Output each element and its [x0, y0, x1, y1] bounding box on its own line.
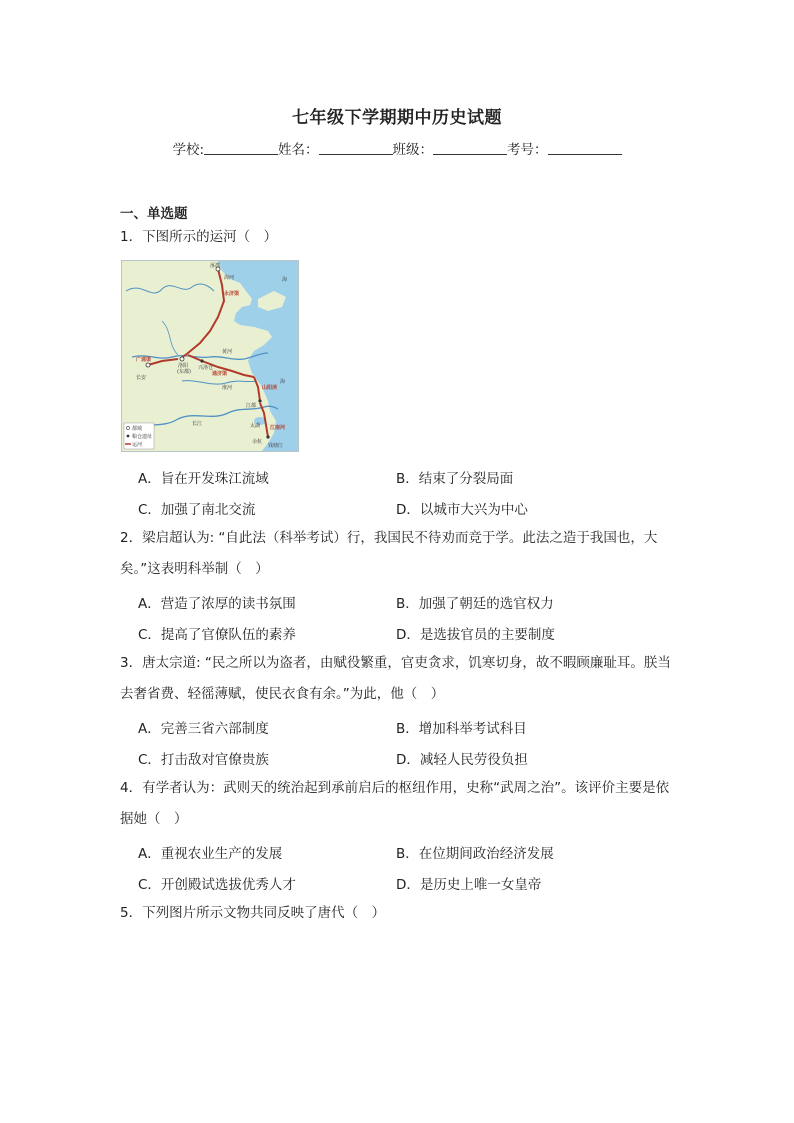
sea-label-east: 海: [280, 379, 286, 385]
haihe-label: 海河: [224, 275, 235, 281]
class-field: [393, 138, 508, 158]
legend-granary-symbol: [127, 435, 130, 438]
question-1-stem: 1．下图所示的运河（ ）: [120, 229, 278, 245]
xingluocang-label: 兴洛仓: [198, 365, 214, 371]
question-3-option-c[interactable]: C．打击敌对官僚贵族: [138, 752, 269, 768]
sea-label-north: 海: [282, 277, 288, 283]
luoyang-label: 洛阳: [178, 363, 189, 369]
yuhang-label: 余杭: [252, 439, 263, 445]
question-3-option-a[interactable]: A．完善三省六部制度: [138, 721, 269, 737]
huanghe-label: 黄河: [222, 349, 233, 355]
legend-capital-symbol: [126, 426, 129, 429]
question-2-option-d[interactable]: D．是选拔官员的主要制度: [396, 627, 555, 643]
luoyang-sub-label: (东都): [177, 369, 191, 375]
changan-label: 长安: [136, 375, 147, 381]
question-4-option-d[interactable]: D．是历史上唯一女皇帝: [396, 877, 542, 893]
qiantang-label: 钱塘江: [268, 443, 284, 449]
school-label: 学校:: [172, 142, 205, 158]
page-title: 七年级下学期期中历史试题: [292, 108, 502, 128]
taihu-label: 太湖: [250, 423, 261, 429]
yuhang-marker: [266, 435, 269, 438]
question-5-stem: 5．下列图片所示文物共同反映了唐代（ ）: [120, 905, 386, 921]
class-blank[interactable]: [433, 141, 507, 155]
changjiang-label: 长江: [192, 421, 203, 427]
question-1-option-a[interactable]: A．旨在开发珠江流域: [138, 471, 269, 487]
name-field: [278, 138, 393, 158]
luoyang-marker: [180, 357, 184, 361]
student-info-row: [0, 138, 794, 158]
jiangnan-canal-label: 江南河: [270, 425, 286, 431]
question-3-option-d[interactable]: D．减轻人民劳役负担: [396, 752, 528, 768]
tongji-canal-label: 通济渠: [212, 371, 228, 377]
question-1-option-d[interactable]: D．以城市大兴为中心: [396, 502, 528, 518]
shanyang-canal-label: 山阳渎: [262, 385, 278, 391]
class-label: 班级：: [392, 142, 434, 158]
question-2-option-a[interactable]: A．营造了浓厚的读书氛围: [138, 596, 296, 612]
guangtong-label: 广通渠: [136, 357, 152, 363]
exam-number-blank[interactable]: [548, 141, 622, 155]
grand-canal-map: [121, 260, 299, 452]
legend-canal-label: 运河: [132, 442, 143, 448]
question-4-option-c[interactable]: C．开创殿试选拔优秀人才: [138, 877, 296, 893]
huaihe-label: 淮河: [222, 385, 233, 391]
name-blank[interactable]: [319, 141, 393, 155]
xingluocang-marker: [200, 359, 203, 362]
school-blank[interactable]: [204, 141, 278, 155]
question-2-stem: 2．梁启超认为: “自此法（科举考试）行，我国民不待劝而竞于学。此法之造于我国也，大矣。”这表明科举制（ ）: [120, 530, 658, 577]
question-1-option-c[interactable]: C．加强了南北交流: [138, 502, 256, 518]
yongji-canal-label: 永济渠: [224, 291, 240, 297]
section-title: 一、单选题: [120, 206, 188, 222]
grand-canal-map-svg: [122, 261, 298, 451]
jiangdu-label: 江都: [246, 403, 257, 409]
legend-capital-label: 都城: [132, 426, 143, 432]
question-1-option-b[interactable]: B．结束了分裂局面: [396, 471, 514, 487]
changan-marker: [146, 363, 150, 367]
name-label: 姓名：: [278, 142, 319, 158]
jiangdu-marker: [258, 399, 261, 402]
question-4-stem: 4．有学者认为：武则天的统治起到承前启后的枢纽作用，史称“武周之治”。该评价主要是依据她（ ）: [120, 780, 670, 827]
question-3-stem: 3．唐太宗道: “民之所以为盗者，由赋役繁重，官吏贪求，饥寒切身，故不暇顾廉耻耳。朕当去奢省费、轻徭薄赋，使民衣食有余。”为此，他（ ）: [120, 655, 671, 702]
question-2-option-b[interactable]: B．加强了朝廷的选官权力: [396, 596, 554, 612]
question-4-option-b[interactable]: B．在位期间政治经济发展: [396, 846, 554, 862]
legend-granary-label: 粮仓遗址: [132, 434, 153, 440]
school-field: [172, 138, 278, 158]
question-2-option-c[interactable]: C．提高了官僚队伍的素养: [138, 627, 296, 643]
question-3-option-b[interactable]: B．增加科举考试科目: [396, 721, 527, 737]
exam-number-label: 考号：: [507, 142, 548, 158]
zhuojun-label: 涿郡: [210, 263, 221, 269]
question-4-option-a[interactable]: A．重视农业生产的发展: [138, 846, 283, 862]
exam-number-field: [507, 138, 622, 158]
